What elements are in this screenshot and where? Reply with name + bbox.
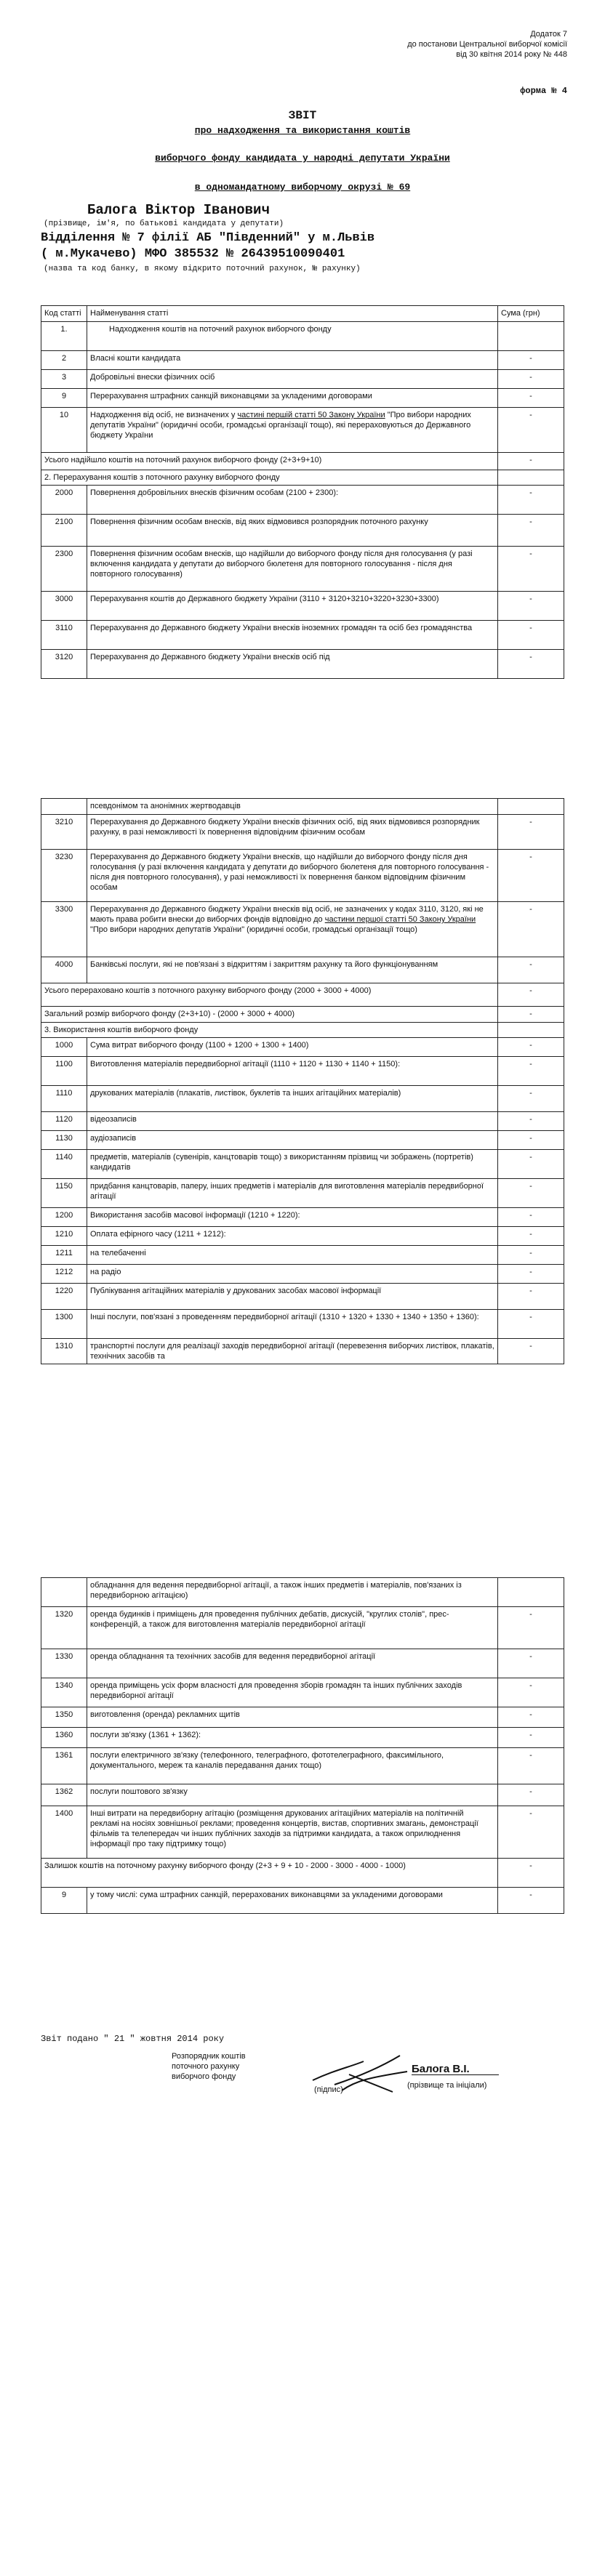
table-row <box>41 453 564 470</box>
row-name: Повернення фізичним особам внесків, від яких відмовився розпорядник поточного рахунку <box>87 515 498 547</box>
row-sum: - <box>498 1707 564 1728</box>
row-code: 1110 <box>41 1086 87 1112</box>
row-name: Банківські послуги, які не пов'язані з відкриттям і закриттям рахунку та його функціонуванням <box>87 957 498 983</box>
row-name: Перерахування коштів до Державного бюджету України (3110 + 3120+3210+3220+3230+3300) <box>87 592 498 621</box>
row-code: 1330 <box>41 1649 87 1678</box>
bank-line-2: ( м.Мукачево) МФО 385532 № 26439510090401 <box>41 247 345 261</box>
table-row <box>41 322 564 351</box>
row-name: Використання засобів масової інформації (1210 + 1220): <box>87 1208 498 1227</box>
table-row <box>41 1150 564 1179</box>
row-sum: - <box>498 1859 564 1888</box>
row-code: 1360 <box>41 1728 87 1748</box>
row-code: 1100 <box>41 1057 87 1086</box>
row-code: 4000 <box>41 957 87 983</box>
row-name: Перерахування до Державного бюджету України внесків фізичних осіб, від яких відмовився розпорядник рахунку, в разі неможливості їх повернення відповідним фізичним особам <box>87 815 498 850</box>
row-name: псевдонімом та анонімних жертводавців <box>87 799 498 815</box>
account-manager-role <box>172 2051 246 2082</box>
row-sum: - <box>498 1208 564 1227</box>
law-link[interactable]: частині першій статті 50 Закону України <box>237 411 385 419</box>
row-name: Сума витрат виборчого фонду (1100 + 1200 + 1300 + 1400) <box>87 1038 498 1057</box>
row-name: послуги електричного зв'язку (телефонного, телеграфного, фототелеграфного, факсимільного, документального, мереж та каналів передавання даних тощо) <box>87 1748 498 1784</box>
row-span-name: Усього надійшло коштів на поточний рахунок виборчого фонду (2+3+9+10) <box>41 453 498 470</box>
row-sum: - <box>498 351 564 370</box>
signer-name: Балога В.І. <box>412 2064 499 2075</box>
table-row <box>41 1246 564 1265</box>
row-sum: - <box>498 621 564 650</box>
row-name: послуги поштового зв'язку <box>87 1784 498 1806</box>
table-row <box>41 370 564 389</box>
table-row <box>41 1057 564 1086</box>
row-span-name: 3. Використання коштів виборчого фонду <box>41 1023 498 1038</box>
report-title: ЗВІТ <box>288 109 317 122</box>
row-code: 3300 <box>41 902 87 957</box>
row-code: 3120 <box>41 650 87 679</box>
table-row <box>41 351 564 370</box>
table-row <box>41 515 564 547</box>
row-sum: - <box>498 1131 564 1150</box>
row-code: 1220 <box>41 1284 87 1310</box>
row-code: 1. <box>41 322 87 351</box>
header-sum: Сума (грн) <box>498 306 564 322</box>
row-name: предметів, матеріалів (сувенірів, канцтоварів тощо) з використанням прізвищ чи зображень (портретів) кандидатів <box>87 1150 498 1179</box>
row-name: Перерахування до Державного бюджету України внесків, що надійшли до виборчого фонду після дня голосування (у разі включення кандидата у депутати до виборчого бюлетеня для повторного голосування - після дня повторного голосування), у разі неможливості їх повернення банком відповідним фізичним особам <box>87 850 498 902</box>
row-code <box>41 799 87 815</box>
row-name <box>87 408 498 453</box>
row-code: 2100 <box>41 515 87 547</box>
row-name: Власні кошти кандидата <box>87 351 498 370</box>
candidate-name: Балога Віктор Іванович <box>87 202 270 218</box>
row-sum: - <box>498 515 564 547</box>
table-row <box>41 1284 564 1310</box>
report-table-page-2 <box>41 798 564 1364</box>
row-code: 3000 <box>41 592 87 621</box>
row-code <box>41 1578 87 1607</box>
row-name: на радіо <box>87 1265 498 1284</box>
table-row <box>41 470 564 486</box>
row-code: 1211 <box>41 1246 87 1265</box>
row-name: Публікування агітаційних матеріалів у друкованих засобах масової інформації <box>87 1284 498 1310</box>
row-sum: - <box>498 1086 564 1112</box>
row-name: Виготовлення матеріалів передвиборної агітації (1110 + 1120 + 1130 + 1140 + 1150): <box>87 1057 498 1086</box>
row-name: на телебаченні <box>87 1246 498 1265</box>
row-name-part: "Про вибори народних депутатів України" (юридичні особи, громадські організації тощо), які перераховуються до Державного бюджету України <box>90 411 471 440</box>
table-row <box>41 1179 564 1208</box>
row-sum: - <box>498 389 564 408</box>
table-row <box>41 1678 564 1707</box>
row-code: 1300 <box>41 1310 87 1339</box>
row-name: виготовлення (оренда) рекламних щитів <box>87 1707 498 1728</box>
table-row <box>41 983 564 1007</box>
table-row <box>41 592 564 621</box>
row-name: у тому числі: сума штрафних санкцій, перерахованих виконавцями за укладеними договорами <box>87 1888 498 1914</box>
row-sum: - <box>498 1057 564 1086</box>
table-row <box>41 1086 564 1112</box>
row-code: 10 <box>41 408 87 453</box>
row-code: 1140 <box>41 1150 87 1179</box>
row-name: Інші витрати на передвиборну агітацію (розміщення друкованих агітаційних матеріалів на політичній рекламі на носіях зовнішньої реклами; проведення концертів, вистав, спортивних змагань, демонстрації фільмів та телепередач чи інших публічних заходів за підтримки кандидата, а також оприлюднення інформації про таку підтримку тощо) <box>87 1806 498 1859</box>
row-name: придбання канцтоварів, паперу, інших предметів і матеріалів для виготовлення матеріалів передвиборної агітації <box>87 1179 498 1208</box>
appendix-line2: до постанови Центральної виборчої комісії <box>407 40 567 49</box>
row-name: аудіозаписів <box>87 1131 498 1150</box>
row-name: оренда будинків і приміщень для проведення публічних дебатів, дискусій, "круглих столів", прес-конференцій, а також для виготовлення матеріалів передвиборної агітації <box>87 1607 498 1649</box>
row-sum <box>498 1578 564 1607</box>
row-sum: - <box>498 1888 564 1914</box>
row-name: Оплата ефірного часу (1211 + 1212): <box>87 1227 498 1246</box>
row-span-name: Залишок коштів на поточному рахунку виборчого фонду (2+3 + 9 + 10 - 2000 - 3000 - 4000 - 1000) <box>41 1859 498 1888</box>
header-name: Найменування статті <box>87 306 498 322</box>
row-sum: - <box>498 1607 564 1649</box>
signature-caption: (підпис) <box>314 2085 343 2094</box>
role-line-1: Розпорядник коштів <box>172 2052 246 2061</box>
report-subtitle-1: про надходження та використання коштів <box>194 125 411 136</box>
header-code: Код статті <box>41 306 87 322</box>
row-code: 1212 <box>41 1265 87 1284</box>
table-row <box>41 1707 564 1728</box>
row-code: 2300 <box>41 547 87 592</box>
table-row <box>41 1806 564 1859</box>
row-code: 1362 <box>41 1784 87 1806</box>
row-code: 1320 <box>41 1607 87 1649</box>
row-code: 1310 <box>41 1339 87 1364</box>
report-subtitle-3: в одномандатному виборчому окрузі № 69 <box>194 182 411 193</box>
form-number: форма № 4 <box>520 86 567 96</box>
table-row <box>41 902 564 957</box>
role-line-3: виборчого фонду <box>172 2072 236 2081</box>
row-sum: - <box>498 1310 564 1339</box>
row-name: Перерахування до Державного бюджету України внесків іноземних громадян та осіб без громадянства <box>87 621 498 650</box>
row-code: 1340 <box>41 1678 87 1707</box>
table-row <box>41 1310 564 1339</box>
row-sum: - <box>498 1649 564 1678</box>
table-row <box>41 815 564 850</box>
row-sum: - <box>498 1150 564 1179</box>
row-code: 3 <box>41 370 87 389</box>
row-sum: - <box>498 815 564 850</box>
row-span-name: Загальний розмір виборчого фонду (2+3+10) - (2000 + 3000 + 4000) <box>41 1007 498 1023</box>
appendix-header <box>407 29 567 60</box>
row-code: 2 <box>41 351 87 370</box>
row-name: Надходження коштів на поточний рахунок виборчого фонду <box>87 322 498 351</box>
row-name: послуги зв'язку (1361 + 1362): <box>87 1728 498 1748</box>
row-name: Повернення добровільних внесків фізичним особам (2100 + 2300): <box>87 486 498 515</box>
signer-caption: (прізвище та ініціали) <box>407 2081 487 2090</box>
row-name: оренда приміщень усіх форм власності для проведення зборів громадян та інших публічних заходів передвиборної агітації <box>87 1678 498 1707</box>
row-code: 1200 <box>41 1208 87 1227</box>
row-sum <box>498 799 564 815</box>
row-name: транспортні послуги для реалізації заходів передвиборної агітації (перевезення виборчих листівок, плакатів, технічних засобів та <box>87 1339 498 1364</box>
table-row <box>41 1112 564 1131</box>
row-code: 9 <box>41 1888 87 1914</box>
row-code: 1350 <box>41 1707 87 1728</box>
row-sum <box>498 1023 564 1038</box>
bank-line-1: Відділення № 7 філії АБ "Південний" у м.Львів <box>41 231 375 245</box>
row-sum: - <box>498 650 564 679</box>
row-name: оренда обладнання та технічних засобів для ведення передвиборної агітації <box>87 1649 498 1678</box>
table-row <box>41 1649 564 1678</box>
appendix-line3: від 30 квітня 2014 року № 448 <box>456 50 567 59</box>
row-name: обладнання для ведення передвиборної агітації, а також інших предметів і матеріалів, пов'язаних із передвиборною агітацією) <box>87 1578 498 1607</box>
row-sum: - <box>498 1227 564 1246</box>
table-header-row <box>41 306 564 322</box>
table-row <box>41 1038 564 1057</box>
row-sum: - <box>498 1748 564 1784</box>
row-sum: - <box>498 1246 564 1265</box>
row-sum: - <box>498 1339 564 1364</box>
table-row <box>41 547 564 592</box>
row-sum: - <box>498 453 564 470</box>
row-code: 1130 <box>41 1131 87 1150</box>
table-row <box>41 1131 564 1150</box>
table-row <box>41 1784 564 1806</box>
row-name: Перерахування до Державного бюджету України внесків осіб під <box>87 650 498 679</box>
row-sum: - <box>498 957 564 983</box>
row-code: 3230 <box>41 850 87 902</box>
row-code: 1400 <box>41 1806 87 1859</box>
table-row <box>41 650 564 679</box>
table-row <box>41 1859 564 1888</box>
row-code: 1000 <box>41 1038 87 1057</box>
row-sum: - <box>498 1806 564 1859</box>
bank-caption: (назва та код банку, в якому відкрито поточний рахунок, № рахунку) <box>44 265 361 273</box>
table-row <box>41 1023 564 1038</box>
table-row <box>41 1607 564 1649</box>
appendix-label: Додаток 7 <box>530 30 567 39</box>
submitted-date: Звіт подано " 21 " жовтня 2014 року <box>41 2034 225 2044</box>
table-row <box>41 1578 564 1607</box>
table-row <box>41 389 564 408</box>
row-sum: - <box>498 1179 564 1208</box>
candidate-caption: (прізвище, ім'я, по батькові кандидата у депутати) <box>44 220 284 228</box>
row-name <box>87 902 498 957</box>
law-link[interactable]: частини першої статті 50 Закону України <box>324 915 476 924</box>
row-name: відеозаписів <box>87 1112 498 1131</box>
role-line-2: поточного рахунку <box>172 2062 240 2071</box>
row-sum: - <box>498 592 564 621</box>
table-row <box>41 850 564 902</box>
report-subtitle-2: виборчого фонду кандидата у народні депутати України <box>155 153 450 164</box>
report-table-page-1 <box>41 305 564 679</box>
row-sum: - <box>498 1265 564 1284</box>
row-span-name: Усього перераховано коштів з поточного рахунку виборчого фонду (2000 + 3000 + 4000) <box>41 983 498 1007</box>
row-name: Інші послуги, пов'язані з проведенням передвиборної агітації (1310 + 1320 + 1330 + 1340 + 1350 + 1360): <box>87 1310 498 1339</box>
row-name: Добровільні внески фізичних осіб <box>87 370 498 389</box>
row-name: Повернення фізичним особам внесків, що надійшли до виборчого фонду після дня голосування (у разі включення кандидата у депутати до виборчого бюлетеня для повторного голосування - після дня повторного голосування) <box>87 547 498 592</box>
row-sum <box>498 470 564 486</box>
row-code: 1361 <box>41 1748 87 1784</box>
row-sum: - <box>498 547 564 592</box>
table-row <box>41 1728 564 1748</box>
row-sum: - <box>498 1007 564 1023</box>
row-code: 3110 <box>41 621 87 650</box>
row-code: 9 <box>41 389 87 408</box>
row-code: 1150 <box>41 1179 87 1208</box>
row-code: 1210 <box>41 1227 87 1246</box>
row-name-part: "Про вибори народних депутатів України" (юридичні особи, громадські організації тощо) <box>90 925 417 934</box>
row-sum: - <box>498 370 564 389</box>
row-name-part: Надходження від осіб, не визначених у <box>90 411 238 419</box>
row-sum: - <box>498 1728 564 1748</box>
row-name-part: Перерахування до Державного бюджету України внесків від осіб, не зазначених у кодах 3110, 3120, які не мають права робити внески до виборчих фондів відповідно до <box>90 905 484 924</box>
row-name: Перерахування штрафних санкцій виконавцями за укладеними договорами <box>87 389 498 408</box>
row-sum: - <box>498 1784 564 1806</box>
report-table-page-3 <box>41 1577 564 1914</box>
row-sum: - <box>498 983 564 1007</box>
row-sum <box>498 322 564 351</box>
table-row <box>41 408 564 453</box>
table-row <box>41 1265 564 1284</box>
table-row <box>41 1339 564 1364</box>
row-sum: - <box>498 1284 564 1310</box>
row-code: 1120 <box>41 1112 87 1131</box>
row-name: друкованих матеріалів (плакатів, листівок, буклетів та інших агітаційних матеріалів) <box>87 1086 498 1112</box>
row-sum: - <box>498 486 564 515</box>
row-code: 3210 <box>41 815 87 850</box>
row-span-name: 2. Перерахування коштів з поточного рахунку виборчого фонду <box>41 470 498 486</box>
table-row <box>41 1208 564 1227</box>
table-row <box>41 799 564 815</box>
row-sum: - <box>498 1112 564 1131</box>
row-sum: - <box>498 1678 564 1707</box>
row-sum: - <box>498 1038 564 1057</box>
table-row <box>41 621 564 650</box>
table-row <box>41 957 564 983</box>
table-row <box>41 1227 564 1246</box>
table-row <box>41 1888 564 1914</box>
table-row <box>41 1748 564 1784</box>
row-sum: - <box>498 408 564 453</box>
table-row <box>41 1007 564 1023</box>
table-row <box>41 486 564 515</box>
row-code: 2000 <box>41 486 87 515</box>
row-sum: - <box>498 902 564 957</box>
row-sum: - <box>498 850 564 902</box>
